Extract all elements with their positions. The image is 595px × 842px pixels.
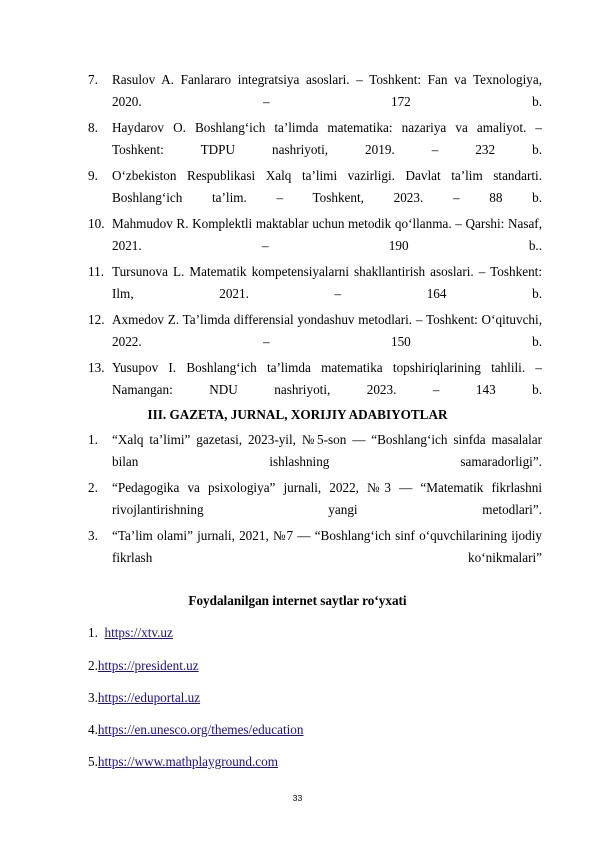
reference-text: Mahmudov R. Komplektli maktablar uchun metodik qo‘llanma. – Qarshi: Nasaf, 2021. – 190 b.. [112, 216, 542, 253]
periodical-number: 1. [88, 432, 98, 447]
reference-number: 8. [88, 120, 98, 135]
link-number: 2. [88, 658, 98, 673]
reference-text: Yusupov I. Boshlang‘ich ta’limda matematika topshiriqlarining tahlili. – Namangan: NDU nashriyoti, 2023. – 143 b. [112, 360, 542, 397]
page-number: 33 [292, 793, 303, 803]
reference-item [88, 69, 542, 113]
periodical-text: “Xalq ta’limi” gazetasi, 2023-yil, №5-son — “Boshlang‘ich sinfda masalalar bilan ishlashning samaradorligi”. [112, 432, 542, 469]
internet-heading: Foydalanilgan internet saytlar ro‘yxati [188, 593, 407, 608]
reference-number: 12. [88, 312, 105, 327]
reference-item [88, 213, 542, 257]
reference-number: 7. [88, 72, 98, 87]
reference-number: 13. [88, 360, 105, 375]
reference-text: Haydarov O. Boshlang‘ich ta’limda matematika: nazariya va amaliyot. – Toshkent: TDPU nashriyoti, 2019. – 232 b. [112, 120, 542, 157]
periodical-number: 3. [88, 528, 98, 543]
link-number: 5. [88, 754, 98, 769]
link-item [88, 656, 199, 676]
link-xtv[interactable]: https://xtv.uz [104, 625, 173, 640]
section-heading: III. GAZETA, JURNAL, XORIJIY ADABIYOTLAR [147, 407, 448, 422]
periodical-number: 2. [88, 480, 98, 495]
reference-item [88, 117, 542, 161]
periodical-item [88, 477, 542, 521]
link-mathplayground[interactable]: https://www.mathplayground.com [97, 754, 278, 769]
reference-number: 9. [88, 168, 98, 183]
link-item [88, 752, 278, 772]
periodical-item [88, 429, 542, 473]
link-number: 1. [88, 625, 98, 640]
link-number: 4. [88, 722, 98, 737]
reference-text: Rasulov A. Fanlararo integratsiya asoslari. – Toshkent: Fan va Texnologiya, 2020. – 172 b. [112, 72, 542, 109]
link-item [88, 720, 303, 740]
reference-text: Axmedov Z. Ta’limda differensial yondashuv metodlari. – Toshkent: O‘qituvchi, 2022. – 150 b. [112, 312, 542, 349]
link-unesco[interactable]: https://en.unesco.org/themes/education [97, 722, 304, 737]
reference-number: 10. [88, 216, 105, 231]
periodical-item [88, 525, 542, 569]
link-eduportal[interactable]: https://eduportal.uz [97, 690, 201, 705]
periodical-text: “Pedagogika va psixologiya” jurnali, 2022, №3 — “Matematik fikrlashni rivojlantirishning yangi metodlari”. [112, 480, 542, 517]
link-item [88, 688, 200, 708]
reference-number: 11. [88, 264, 104, 279]
reference-text: Tursunova L. Matematik kompetensiyalarni shakllantirish asoslari. – Toshkent: Ilm, 2021. – 164 b. [112, 264, 542, 301]
reference-item [88, 357, 542, 401]
reference-item [88, 309, 542, 353]
reference-item [88, 165, 542, 209]
reference-item [88, 261, 542, 305]
periodical-text: “Ta’lim olami” jurnali, 2021, №7 — “Boshlang‘ich sinf o‘quvchilarining ijodiy fikrlash ko‘nikmalari” [112, 528, 542, 565]
link-item [88, 623, 173, 643]
reference-text: O‘zbekiston Respublikasi Xalq ta’limi vazirligi. Davlat ta’lim standarti. Boshlang‘ich ta’lim. – Toshkent, 2023. – 88 b. [112, 168, 542, 205]
link-number: 3. [88, 690, 98, 705]
link-president[interactable]: https://president.uz [97, 658, 199, 673]
